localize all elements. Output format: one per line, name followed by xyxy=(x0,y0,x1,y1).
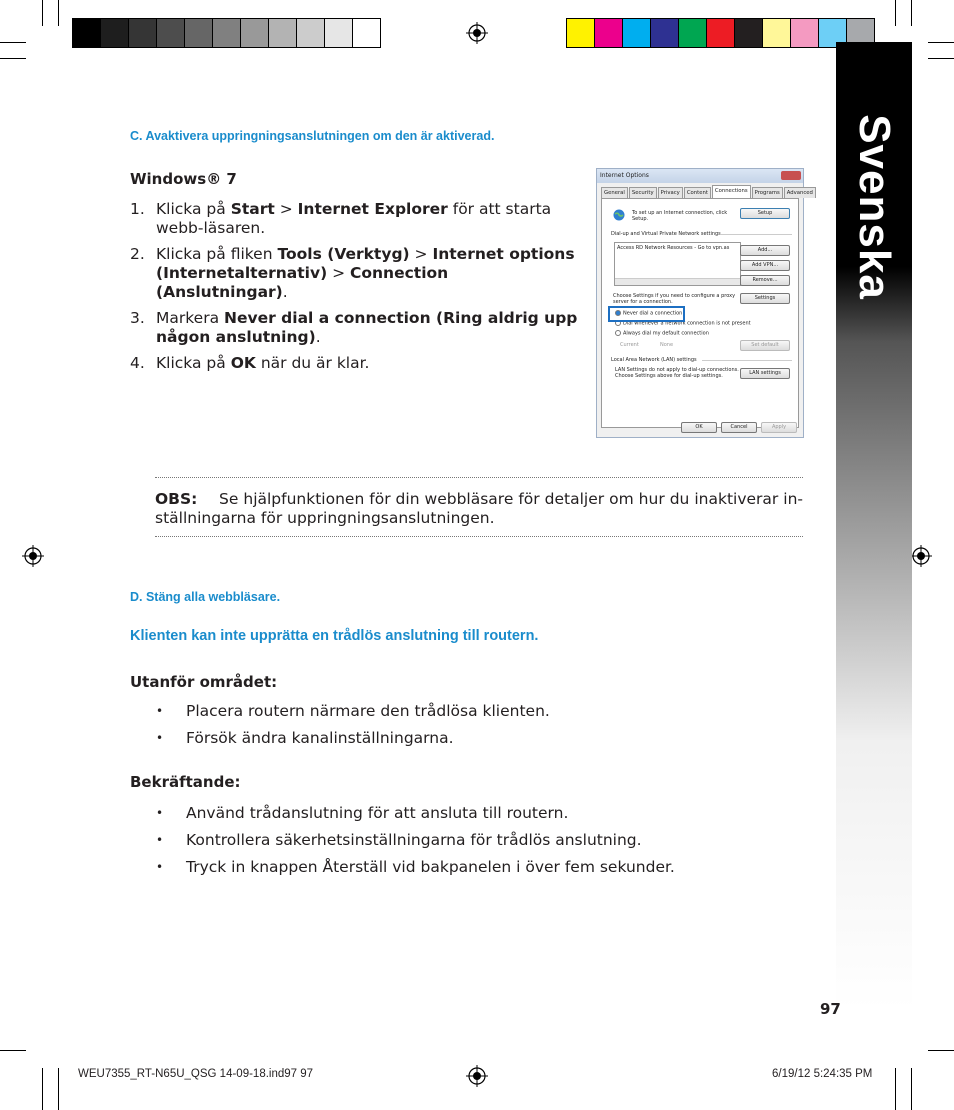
crop-mark xyxy=(911,1068,912,1110)
globe-icon xyxy=(613,209,625,221)
add-button[interactable]: Add... xyxy=(740,245,790,256)
language-tab-label: Svenska xyxy=(850,114,900,300)
tab-content[interactable]: Content xyxy=(684,187,711,198)
color-swatch xyxy=(73,19,101,47)
group-divider xyxy=(702,360,792,361)
authentication-list xyxy=(130,804,750,885)
color-swatch xyxy=(623,19,651,47)
step-item: 1. Klicka på Start > Internet Explorer för att starta webb-läsaren. xyxy=(130,200,552,237)
setup-text: To set up an Internet connection, click Setup. xyxy=(632,210,728,222)
out-of-range-heading: Utanför området: xyxy=(130,673,278,691)
tab-connections[interactable]: Connections xyxy=(712,185,751,198)
color-swatch xyxy=(129,19,157,47)
problem-heading: Klienten kan inte upprätta en trådlös anslutning till routern. xyxy=(130,628,539,644)
tab-programs[interactable]: Programs xyxy=(752,187,783,198)
crop-mark xyxy=(911,0,912,26)
color-swatch xyxy=(651,19,679,47)
windows7-heading: Windows® 7 xyxy=(130,170,237,188)
color-swatch xyxy=(763,19,791,47)
tab-advanced[interactable]: Advanced xyxy=(784,187,816,198)
list-item: • Tryck in knappen Återställ vid bakpanelen i över fem sekunder. xyxy=(130,858,750,877)
ok-button[interactable]: OK xyxy=(681,422,717,433)
color-swatch xyxy=(157,19,185,47)
step-item: 2. Klicka på fliken Tools (Verktyg) > Internet options (Internetalternativ) > Connection (Anslutningar). xyxy=(130,245,575,301)
registration-mark-icon xyxy=(910,545,932,567)
step-item: 3. Markera Never dial a connection (Ring aldrig upp någon anslutning). xyxy=(130,309,578,346)
tab-privacy[interactable]: Privacy xyxy=(658,187,683,198)
settings-button[interactable]: Settings xyxy=(740,293,790,304)
current-value: None xyxy=(660,342,674,348)
cancel-button[interactable]: Cancel xyxy=(721,422,757,433)
list-item: • Kontrollera säkerhetsinställningarna för trådlös anslutning. xyxy=(130,831,750,850)
crop-mark xyxy=(928,58,954,59)
note-text: Se hjälpfunktionen för din webbläsare för detaljer om hur du inaktiverar in-ställningarna för uppringningsanslutningen. xyxy=(155,490,803,527)
crop-mark xyxy=(58,1068,59,1110)
registration-mark-icon xyxy=(466,1065,488,1087)
color-swatch xyxy=(297,19,325,47)
lan-group-label: Local Area Network (LAN) settings xyxy=(611,357,697,363)
note-label: OBS: xyxy=(155,490,198,508)
list-item: • Försök ändra kanalinställningarna. xyxy=(130,729,750,748)
crop-mark xyxy=(928,1050,954,1051)
crop-mark xyxy=(928,42,954,43)
dialup-group-label: Dial-up and Virtual Private Network settings xyxy=(611,231,721,237)
color-swatch xyxy=(679,19,707,47)
step-item: 4. Klicka på OK när du är klar. xyxy=(130,354,370,372)
crop-mark xyxy=(42,1068,43,1110)
dialog-title: Internet Options xyxy=(597,169,803,183)
color-swatch xyxy=(595,19,623,47)
color-swatch xyxy=(269,19,297,47)
color-swatch xyxy=(791,19,819,47)
crop-mark xyxy=(42,0,43,26)
radio-dial-whenever[interactable]: Dial whenever a network connection is not present xyxy=(615,320,751,327)
crop-mark xyxy=(0,1050,26,1051)
page-number: 97 xyxy=(820,1000,841,1018)
registration-mark-icon xyxy=(466,22,488,44)
internet-options-dialog xyxy=(596,168,813,438)
connections-list[interactable] xyxy=(614,242,741,286)
authentication-heading: Bekräftande: xyxy=(130,773,241,791)
color-swatch xyxy=(567,19,595,47)
dialog-tabs xyxy=(601,187,817,198)
color-swatch xyxy=(353,19,380,47)
color-swatch xyxy=(325,19,353,47)
never-dial-highlight xyxy=(608,306,685,322)
crop-mark xyxy=(895,0,896,26)
proxy-text: Choose Settings if you need to configure a proxy xyxy=(613,293,736,299)
setup-button[interactable]: Setup xyxy=(740,208,790,219)
step-d-heading: D. Stäng alla webbläsare. xyxy=(130,590,281,604)
note xyxy=(155,490,803,528)
color-swatch xyxy=(185,19,213,47)
footer-timestamp: 6/19/12 5:24:35 PM xyxy=(772,1068,873,1080)
current-label: Current xyxy=(620,342,639,348)
crop-mark xyxy=(0,42,26,43)
close-icon[interactable] xyxy=(781,171,801,180)
proxy-text: server for a connection. xyxy=(613,299,673,305)
apply-button[interactable]: Apply xyxy=(761,422,797,433)
set-default-button[interactable]: Set default xyxy=(740,340,790,351)
lan-settings-button[interactable]: LAN settings xyxy=(740,368,790,379)
remove-button[interactable]: Remove... xyxy=(740,275,790,286)
step-c-heading: C. Avaktivera uppringningsanslutningen om den är aktiverad. xyxy=(130,129,495,143)
color-swatch xyxy=(241,19,269,47)
list-item: • Placera routern närmare den trådlösa klienten. xyxy=(130,702,750,721)
out-of-range-list xyxy=(130,702,750,756)
lan-text: Choose Settings above for dial-up settings. xyxy=(615,373,723,379)
list-scrollbar[interactable] xyxy=(615,278,740,285)
tab-general[interactable]: General xyxy=(601,187,628,198)
radio-icon xyxy=(615,330,621,336)
color-swatch xyxy=(707,19,735,47)
color-swatch-bar xyxy=(566,18,875,48)
color-swatch xyxy=(101,19,129,47)
footer-filename: WEU7355_RT-N65U_QSG 14-09-18.ind97 97 xyxy=(78,1068,314,1080)
lan-text: LAN Settings do not apply to dial-up connections. xyxy=(615,367,739,373)
instruction-steps xyxy=(130,200,580,380)
crop-mark xyxy=(58,0,59,26)
gray-swatch-bar xyxy=(72,18,381,48)
crop-mark xyxy=(0,58,26,59)
radio-always-dial[interactable]: Always dial my default connection xyxy=(615,330,709,337)
list-item: • Använd trådanslutning för att ansluta till routern. xyxy=(130,804,750,823)
group-divider xyxy=(720,234,792,235)
registration-mark-icon xyxy=(22,545,44,567)
list-item[interactable]: Access RD Network Resources - Go to vpn.as xyxy=(617,245,730,251)
color-swatch xyxy=(213,19,241,47)
tab-security[interactable]: Security xyxy=(629,187,657,198)
note-divider xyxy=(155,536,803,537)
color-swatch xyxy=(735,19,763,47)
crop-mark xyxy=(895,1068,896,1110)
add-vpn-button[interactable]: Add VPN... xyxy=(740,260,790,271)
radio-never-dial[interactable]: Never dial a connection xyxy=(615,310,682,317)
note-divider xyxy=(155,477,803,478)
